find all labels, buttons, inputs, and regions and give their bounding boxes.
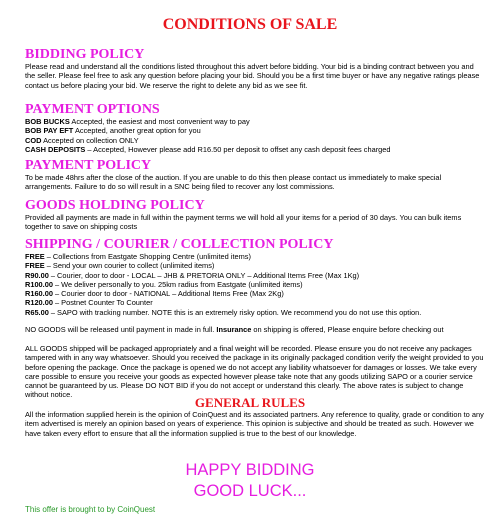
payment-option-item: BOB BUCKS Accepted, the easiest and most convenient way to pay (25, 117, 250, 126)
shipping-rate-item: R65.00 – SAPO with tracking number. NOTE this is an extremely risky option. We recommend you do not use this option. (25, 307, 422, 317)
footer-credit: This offer is brought to by CoinQuest (25, 505, 156, 514)
happy-bidding-text: HAPPY BIDDING (185, 461, 315, 479)
shipping-rates-list (25, 252, 485, 317)
general-rules-heading: GENERAL RULES (194, 395, 306, 410)
shipping-rate-item: R160.00 – Courier door to door - NATIONAL – Additional Items Free (Max 2Kg) (25, 289, 284, 299)
shipping-rate-item: FREE – Collections from Eastgate Shopping Centre (unlimited items) (25, 252, 251, 261)
payment-options-list (25, 117, 485, 154)
general-rules-text: All the information supplied herein is the opinion of CoinQuest and its associated partners. Any reference to quality, grade or condition to any item advertised is merely an opinion based on years of experience. This opinion is subjective and should be treated as such. However we have taken every effort to ensure that all the information supplied is true to the best of our knowledge. (25, 410, 484, 438)
payment-option-item: COD Accepted on collection ONLY (25, 135, 139, 145)
shipping-policy-heading: SHIPPING / COURIER / COLLECTION POLICY (25, 237, 334, 252)
payment-option-item: BOB PAY EFT Accepted, another great option for you (25, 126, 201, 136)
payment-release-note: NO GOODS will be released until payment in made in full. Insurance on shipping is offered, Please enquire before checking out (25, 325, 444, 334)
bidding-policy-heading: BIDDING POLICY (25, 47, 145, 62)
shipping-rate-item: R100.00 – We deliver personally to you. 25km radius from Eastgate (unlimited items) (25, 279, 303, 289)
payment-option-item: CASH DEPOSITS – Accepted, However please add R16.50 per deposit to offset any cash deposit fees charged (25, 144, 391, 154)
shipping-rate-item: R90.00 – Courier, door to door - LOCAL – JHB & PRETORIA ONLY – Additional Items Free (Max 1Kg) (25, 270, 360, 280)
good-luck-text: GOOD LUCK... (193, 482, 307, 500)
page-title: CONDITIONS OF SALE (162, 16, 338, 33)
goods-holding-text: Provided all payments are made in full within the payment terms we will hold all your items for a period of 30 days. You can bulk items together to save on shipping costs (25, 213, 462, 232)
payment-options-heading: PAYMENT OPTIONS (25, 102, 160, 117)
packaging-note: ALL GOODS shipped will be packaged appropriately and a final weight will be recorded. Please ensure you do not receive any packages tampered with in any way whatsoever. Should you received the package in its originally packaged condition verify the weight provided to you before opening the package. Once the package is opened we do not accept any liability whatsoever for damages or losses. We take every care possible to ensure you receive your goods as expected however please take note that any goods utilizing SAPO or a courier service cannot be guaranteed by us. Please DO NOT BID if you do not accept or understand this clearly. The above rates is subject to change without notice. (25, 344, 484, 400)
payment-policy-heading: PAYMENT POLICY (25, 158, 152, 173)
goods-holding-heading: GOODS HOLDING POLICY (25, 198, 205, 213)
shipping-rate-item: R120.00 – Postnet Counter To Counter (25, 298, 153, 308)
bidding-policy-text: Please read and understand all the conditions listed throughout this advert before bidding. Your bid is a binding contract between you and the seller. Please feel free to ask any question before placing your bid. Should you be a first time buyer or have any negative ratings please contact us before placing your bid. We reserve the right to delete any bid as we see fit. (25, 62, 480, 90)
shipping-rate-item: FREE – Send your own courier to collect (unlimited items) (25, 261, 215, 271)
payment-policy-text: To be made 48hrs after the close of the auction. If you are unable to do this then please contact us immediately to make special arrangements. Failure to do so will result in a SNC being filed to recover any lost commissions. (25, 173, 442, 192)
